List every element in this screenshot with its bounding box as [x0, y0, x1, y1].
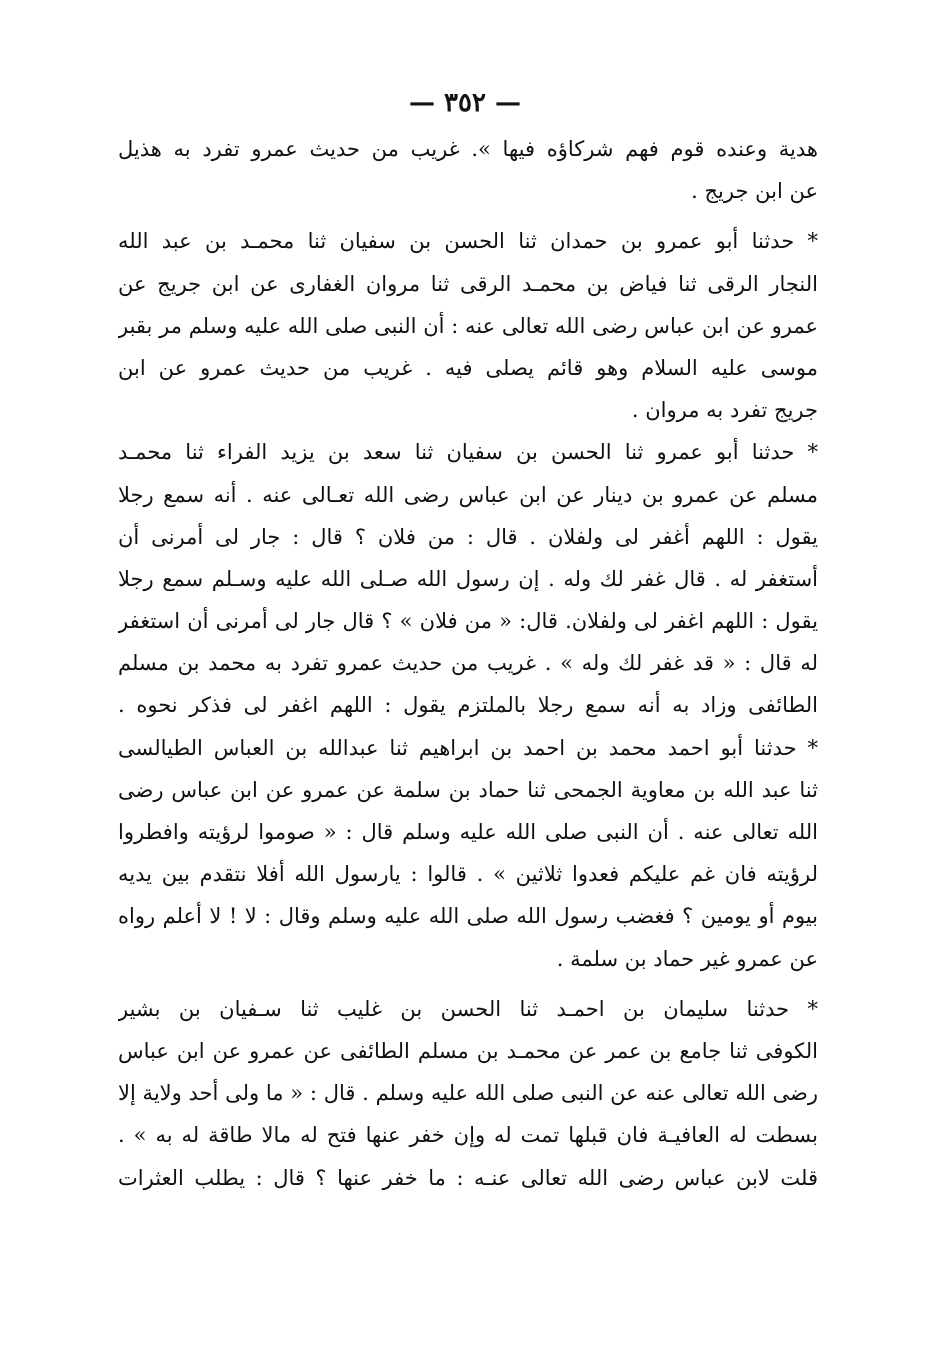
text-line: الله تعالى عنه . أن النبى صلى الله عليه وسلم قال : « صوموا لرؤيته وافطروا — [118, 820, 818, 844]
text-line: * حدثنا أبو عمرو بن حمدان ثنا الحسن بن سفيان ثنا محمـد بن عبد الله — [118, 229, 818, 254]
text-line: * حدثنا أبو احمد محمد بن احمد بن ابراهيم ثنا عبدالله بن العباس الطيالسى — [118, 735, 818, 760]
text-line: ثنا عبد الله بن معاوية الجمحى ثنا حماد بن سلمة عن عمرو عن ابن عباس رضى — [118, 777, 818, 802]
text-line: عن عمرو غير حماد بن سلمة . — [556, 946, 818, 971]
text-line: رضى الله تعالى عنه عن النبى صلى الله عليه وسلم . قال : « ما ولى أحد ولاية إلا — [118, 1081, 818, 1106]
text-line: الكوفى ثنا جامع بن عمر عن محمـد بن مسلم الطائفى عن عمرو عن ابن عباس — [118, 1038, 818, 1063]
text-line: لرؤيته فان غم عليكم فعدوا ثلاثين » . قالوا : يارسول الله أفلا نتقدم بين يديه — [118, 862, 818, 887]
text-line: قلت لابن عباس رضى الله تعالى عنـه : ما خفر عنها ؟ قال : يطلب العثرات — [118, 1165, 818, 1190]
text-line: بيوم أو يومين ؟ فغضب رسول الله صلى الله عليه وسلم وقال : لا ! لا أعلم رواه — [118, 904, 818, 929]
text-line: له قال : « قد غفر لك وله » . غريب من حديث عمرو تفرد به محمد بن مسلم — [118, 651, 818, 676]
text-line: موسى عليه السلام وهو قائم يصلى فيه . غريب من حديث عمرو عن ابن — [118, 355, 818, 380]
text-line: * حدثنا أبو عمرو ثنا الحسن بن سفيان ثنا سعد بن يزيد الفراء ثنا محمـد — [118, 440, 818, 465]
text-line: أستغفر له . قال غفر لك وله . إن رسول الله صـلى الله عليه وسـلم سمع رجلا — [118, 566, 818, 591]
text-line: يقول : اللهم أغفر لى ولفلان . قال : من فلان ؟ قال : جار لى أمرنى أن — [118, 524, 818, 549]
text-line: هدية وعنده قوم فهم شركاؤه فيها ». غريب من حديث عمرو تفرد به هذيل — [118, 137, 818, 161]
text-line: * حدثنا سليمان بن احمـد ثنا الحسن بن غليب ثنا سـفيان بن بشير — [118, 996, 818, 1021]
text-line: جريج تفرد به مروان . — [631, 398, 818, 423]
text-line: مسلم عن عمرو بن دينار عن ابن عباس رضى الله تعـالى عنه . أنه سمع رجلا — [118, 482, 818, 507]
text-line: الطائفى وزاد به أنه سمع رجلا بالملتزم يقول : اللهم اغفر لى فذكر نحوه . — [118, 693, 818, 718]
text-line: النجار الرقى ثنا فياض بن محمـد الرقى ثنا مروان الغفارى عن ابن جريج عن — [118, 271, 818, 296]
page-number: — ٣٥٢ — — [408, 88, 522, 118]
text-line: عمرو عن ابن عباس رضى الله تعالى عنه : أن النبى صلى الله عليه وسلم مر بقبر — [118, 313, 818, 338]
text-line: بسطت له العافيـة فان قبلها تمت له وإن خفر عنها فتح له مالا طاقة له به » . — [118, 1123, 818, 1148]
body-text — [118, 128, 818, 1199]
text-line: عن ابن جريج . — [691, 179, 818, 204]
text-line: يقول : اللهم اغفر لى ولفلان. قال: « من فلان » ؟ قال جار لى أمرنى أن استغفر — [118, 609, 818, 634]
